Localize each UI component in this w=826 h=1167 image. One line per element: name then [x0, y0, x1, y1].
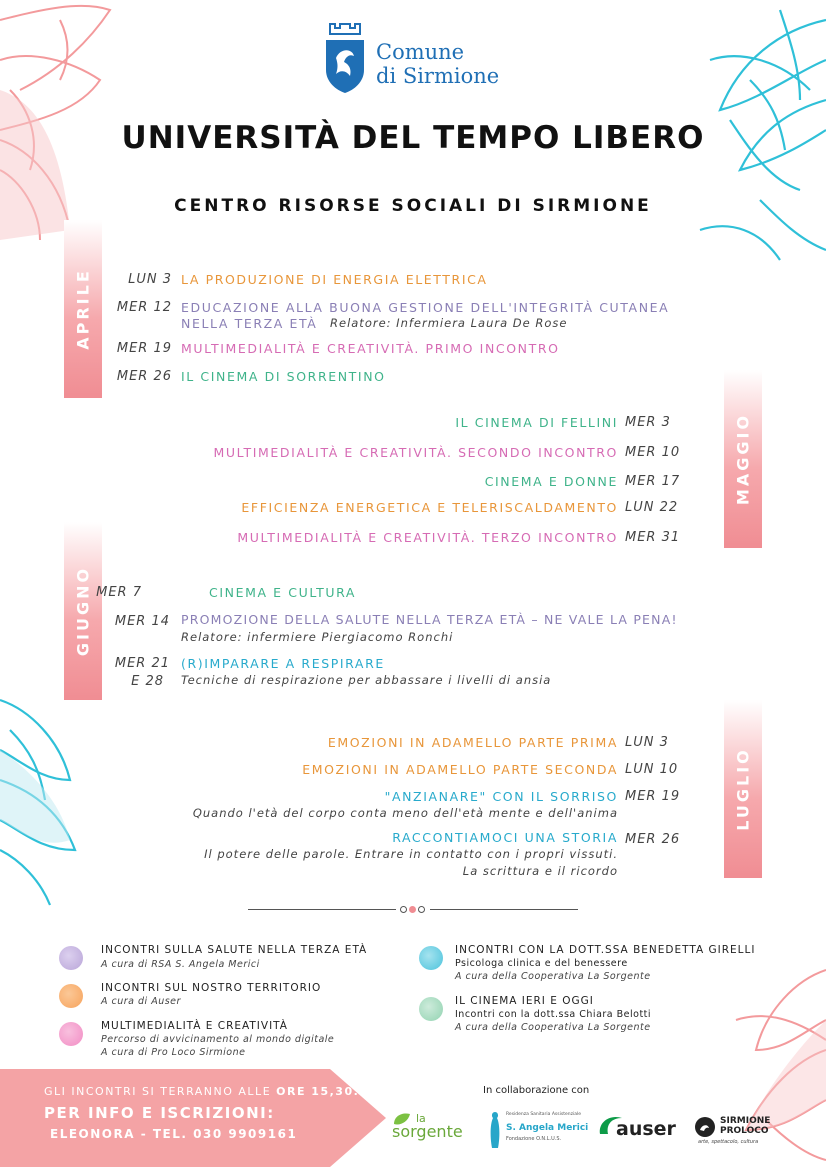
- divider-right: [430, 909, 578, 910]
- event-title: CINEMA E DONNE: [484, 474, 618, 489]
- event-note: Il potere delle parole. Entrare in contatto con i propri vissuti.: [204, 847, 618, 861]
- figure-icon: [488, 1110, 502, 1150]
- sponsor-text: SIRMIONE: [720, 1116, 771, 1126]
- legend-subtitle-line2: A cura della Cooperativa La Sorgente: [455, 1022, 651, 1033]
- sponsor-text: sorgente: [392, 1122, 463, 1141]
- event-day: MER 10: [625, 445, 681, 460]
- legend-title: MULTIMEDIALITÀ E CREATIVITÀ: [101, 1020, 288, 1032]
- municipality-logo: [322, 18, 512, 94]
- event-day: MER 19: [116, 341, 172, 356]
- schedule-time: ORE 15,30.: [276, 1085, 360, 1098]
- event-title-line2: NELLA TERZA ETÀ: [181, 316, 318, 331]
- crest-icon: [322, 18, 368, 94]
- event-day: MER 26: [116, 369, 172, 384]
- sponsor-text: S. Angela Merici: [506, 1123, 589, 1133]
- legend-title: INCONTRI CON LA DOTT.SSA BENEDETTA GIRELLI: [455, 944, 756, 956]
- legend-subtitle: Psicologa clinica e del benessere: [455, 958, 628, 969]
- event-day: MER 7: [96, 585, 142, 600]
- schedule-note: [44, 1085, 359, 1098]
- event-title: (R)IMPARARE A RESPIRARE: [181, 656, 385, 671]
- legend-subtitle: A cura di RSA S. Angela Merici: [101, 959, 260, 970]
- schedule-prefix: GLI INCONTRI SI TERRANNO ALLE: [44, 1085, 272, 1098]
- month-tab-june: [64, 522, 102, 700]
- event-day: MER 21: [114, 656, 170, 671]
- event-day: MER 31: [625, 530, 681, 545]
- event-title: RACCONTIAMOCI UNA STORIA: [392, 830, 618, 845]
- collaboration-label: In collaborazione con: [483, 1085, 590, 1096]
- sponsor-text: Residenza Sanitaria Assistenziale: [506, 1112, 581, 1117]
- event-title: EMOZIONI IN ADAMELLO PARTE PRIMA: [327, 735, 618, 750]
- legend-dot-cinema: [419, 997, 443, 1021]
- event-day-line2: E 28: [131, 674, 164, 689]
- page-subtitle: CENTRO RISORSE SOCIALI DI SIRMIONE: [174, 196, 652, 216]
- event-title: EMOZIONI IN ADAMELLO PARTE SECONDA: [302, 762, 618, 777]
- event-title: MULTIMEDIALITÀ E CREATIVITÀ. TERZO INCONTRO: [237, 530, 618, 545]
- sponsor-text: arte, spettacolo, cultura: [698, 1139, 759, 1145]
- divider-dot: [409, 906, 416, 913]
- event-title: EFFICIENZA ENERGETICA E TELERISCALDAMENTO: [241, 500, 618, 515]
- event-note: Quando l'età del corpo conta meno dell'età mente e dell'anima: [192, 806, 618, 820]
- legend-title: INCONTRI SUL NOSTRO TERRITORIO: [101, 982, 322, 994]
- event-day: MER 3: [625, 415, 671, 430]
- page-title: UNIVERSITÀ DEL TEMPO LIBERO: [121, 120, 705, 156]
- sponsor-proloco-logo: [694, 1114, 774, 1150]
- event-note-line2: La scrittura e il ricordo: [462, 864, 618, 878]
- event-title: MULTIMEDIALITÀ E CREATIVITÀ. SECONDO INCONTRO: [213, 445, 618, 460]
- contact-phone: ELEONORA - TEL. 030 9909161: [50, 1127, 298, 1141]
- legend-subtitle: Incontri con la dott.ssa Chiara Belotti: [455, 1009, 652, 1020]
- event-day: MER 19: [625, 789, 681, 804]
- legend-title: IL CINEMA IERI E OGGI: [455, 995, 594, 1007]
- month-label: APRILE: [73, 268, 93, 350]
- sponsor-auser-logo: [596, 1110, 676, 1146]
- event-day: LUN 10: [625, 762, 679, 777]
- month-label: GIUGNO: [73, 565, 93, 657]
- event-title: LA PRODUZIONE DI ENERGIA ELETTRICA: [181, 272, 488, 287]
- month-tab-may: [724, 370, 762, 548]
- event-day: LUN 22: [625, 500, 679, 515]
- municipality-name: Comune di Sirmione: [376, 40, 500, 88]
- event-day: LUN 3: [625, 735, 669, 750]
- month-tab-july: [724, 700, 762, 878]
- event-title: PROMOZIONE DELLA SALUTE NELLA TERZA ETÀ – NE VALE LA PENA!: [181, 612, 678, 627]
- divider-dot: [400, 906, 407, 913]
- event-note: Relatore: infermiere Piergiacomo Ronchi: [181, 630, 454, 644]
- legend-dot-territory: [59, 984, 83, 1008]
- event-day: MER 12: [116, 300, 172, 315]
- sponsor-la-sorgente-logo: [390, 1112, 472, 1152]
- event-day: MER 14: [114, 614, 170, 629]
- legend-dot-multimedia: [59, 1022, 83, 1046]
- sponsor-text: la: [416, 1112, 426, 1125]
- swan-icon: [694, 1116, 716, 1138]
- event-title: IL CINEMA DI SORRENTINO: [181, 369, 386, 384]
- event-day: MER 17: [625, 474, 681, 489]
- event-title: IL CINEMA DI FELLINI: [455, 415, 618, 430]
- event-note: Tecniche di respirazione per abbassare i livelli di ansia: [181, 673, 552, 687]
- legend-dot-psychology: [419, 946, 443, 970]
- legend-subtitle: A cura di Auser: [101, 996, 181, 1007]
- event-note: Relatore: Infermiera Laura De Rose: [330, 316, 568, 330]
- event-title: EDUCAZIONE ALLA BUONA GESTIONE DELL'INTEGRITÀ CUTANEA: [181, 300, 670, 315]
- event-day: LUN 3: [128, 272, 172, 287]
- flower-middle-left-illustration: [0, 690, 80, 910]
- event-day: MER 26: [625, 832, 681, 847]
- divider-left: [248, 909, 396, 910]
- event-title: CINEMA E CULTURA: [209, 585, 357, 600]
- divider-dot: [418, 906, 425, 913]
- legend-subtitle-line2: A cura della Cooperativa La Sorgente: [455, 971, 651, 982]
- month-label: LUGLIO: [733, 747, 753, 831]
- legend-dot-health: [59, 946, 83, 970]
- event-title: MULTIMEDIALITÀ E CREATIVITÀ. PRIMO INCONTRO: [181, 341, 560, 356]
- legend-title: INCONTRI SULLA SALUTE NELLA TERZA ETÀ: [101, 944, 368, 956]
- event-title: "ANZIANARE" CON IL SORRISO: [384, 789, 618, 804]
- legend-subtitle: Percorso di avvicinamento al mondo digitale: [101, 1034, 335, 1045]
- sponsor-text: PROLOCO: [720, 1126, 769, 1136]
- sponsor-text: auser: [616, 1118, 676, 1140]
- legend-subtitle-line2: A cura di Pro Loco Sirmione: [101, 1047, 246, 1058]
- sponsor-angela-merici-logo: [488, 1108, 589, 1152]
- sponsor-text: Fondazione O.N.L.U.S.: [506, 1136, 562, 1142]
- info-heading: PER INFO E ISCRIZIONI:: [44, 1104, 275, 1122]
- month-tab-april: [64, 220, 102, 398]
- month-label: MAGGIO: [733, 412, 753, 506]
